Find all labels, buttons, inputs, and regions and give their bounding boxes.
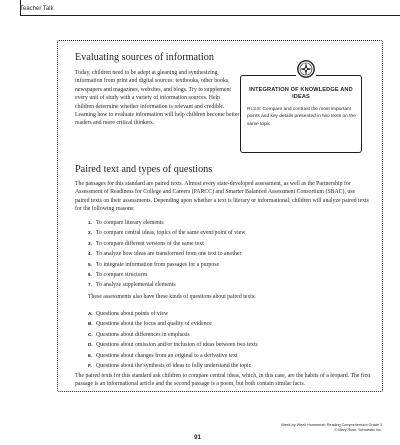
list-item <box>88 228 358 238</box>
section-heading-paired-text: Paired text and types of questions <box>75 164 213 175</box>
list-item-text: To compare different versions of the same text <box>96 240 204 247</box>
list-item-text: To compare structures <box>96 272 148 279</box>
questions-intro: These assessments also have these kinds of questions about paired texts: <box>88 294 256 300</box>
list-marker: 5. <box>88 261 92 267</box>
list-item-text: Questions about the focus and quality of evidence <box>96 321 212 328</box>
list-item-text: To compare literary elements <box>96 220 164 226</box>
list-item-text: Questions about points of view <box>96 311 169 317</box>
list-item-text: Questions about omission and/or inclusion of ideas between two texts <box>96 342 258 349</box>
list-marker: D. <box>88 342 93 348</box>
list-item-text: To integrate information from passages for a purpose <box>96 261 220 268</box>
list-item-text: To analyze how ideas are transformed from one text to another <box>96 251 242 258</box>
list-marker: 1. <box>88 220 92 225</box>
section-heading-evaluating: Evaluating sources of information <box>75 52 214 63</box>
list-item <box>88 239 358 249</box>
list-item <box>88 309 358 319</box>
list-item-text: To analyze supplemental elements <box>96 282 176 289</box>
list-item <box>88 249 358 259</box>
question-types-list <box>88 309 358 371</box>
list-item-text: Questions about changes from an original to a derivative text <box>96 352 238 359</box>
list-item <box>88 218 358 228</box>
list-item <box>88 260 358 270</box>
list-marker: 7. <box>88 282 92 288</box>
credit-line-title: Week-by-Week Homework: Reading Comprehension Grade 3 <box>281 423 382 427</box>
section-body-evaluating: Today, children need to be adept at gleaning and synthesizing information from print and digital sources: textbooks, other books, newspapers and magazines, websites, and blogs. Try to supplement every unit of study with a variety of information sources. Help children determine whether information is relevant and credible. Learning how to evaluate information will help children become better readers and more critical thinkers. <box>75 70 240 127</box>
list-item <box>88 351 358 361</box>
list-item-text: To compare central ideas, topics of the same event/point of view <box>96 230 246 237</box>
list-item <box>88 330 358 340</box>
list-item <box>88 280 358 290</box>
list-marker: 6. <box>88 272 92 278</box>
list-item <box>88 340 358 350</box>
list-marker: F. <box>88 363 92 369</box>
compass-rose-icon <box>296 58 316 80</box>
list-item <box>88 361 358 371</box>
list-item-text: Questions about differences in emphasis <box>96 331 190 338</box>
callout-title: INTEGRATION OF KNOWLEDGE AND IDEAS <box>249 87 353 101</box>
header-rule <box>20 15 400 16</box>
list-marker: C. <box>88 331 93 337</box>
list-marker: A. <box>88 311 93 316</box>
list-marker: 2. <box>88 230 92 236</box>
running-header: Teacher Talk <box>20 6 54 12</box>
list-marker: E. <box>88 352 93 358</box>
callout-standard-text: RI.3.9: Compare and contrast the most important points and key details presented in two texts on the same topic. <box>247 107 356 127</box>
list-marker: 3. <box>88 240 92 246</box>
page-number: 91 <box>194 434 201 441</box>
list-item-text: Questions about the synthesis of ideas to fully understand the topic <box>96 363 252 370</box>
list-marker: 4. <box>88 251 92 257</box>
credit-line-copyright: © Mary Rose, Scholastic Inc. <box>334 428 382 433</box>
list-item <box>88 270 358 280</box>
footer-credits <box>260 423 382 433</box>
list-marker: B. <box>88 321 93 327</box>
list-item <box>88 319 358 329</box>
closing-paragraph: The paired texts for this standard ask children to compare central ideas, which, in this case, are the habits of a leopard. The first passage is an informational article and the second passage is a poem, but both contain similar facts. <box>75 373 371 388</box>
section-intro-paired-text: The passages for this standard are paired texts. Almost every state-developed assessment, as well as the Partnership for Assessment of Readiness for College and Careers (PARCC) and Smarter Balanced Assessment Consortium (SBAC), use paired texts on their assessments. Depending upon whether a text is literary or informational, children will analyze paired texts for the following reasons: <box>75 181 369 212</box>
reasons-list <box>88 218 358 291</box>
